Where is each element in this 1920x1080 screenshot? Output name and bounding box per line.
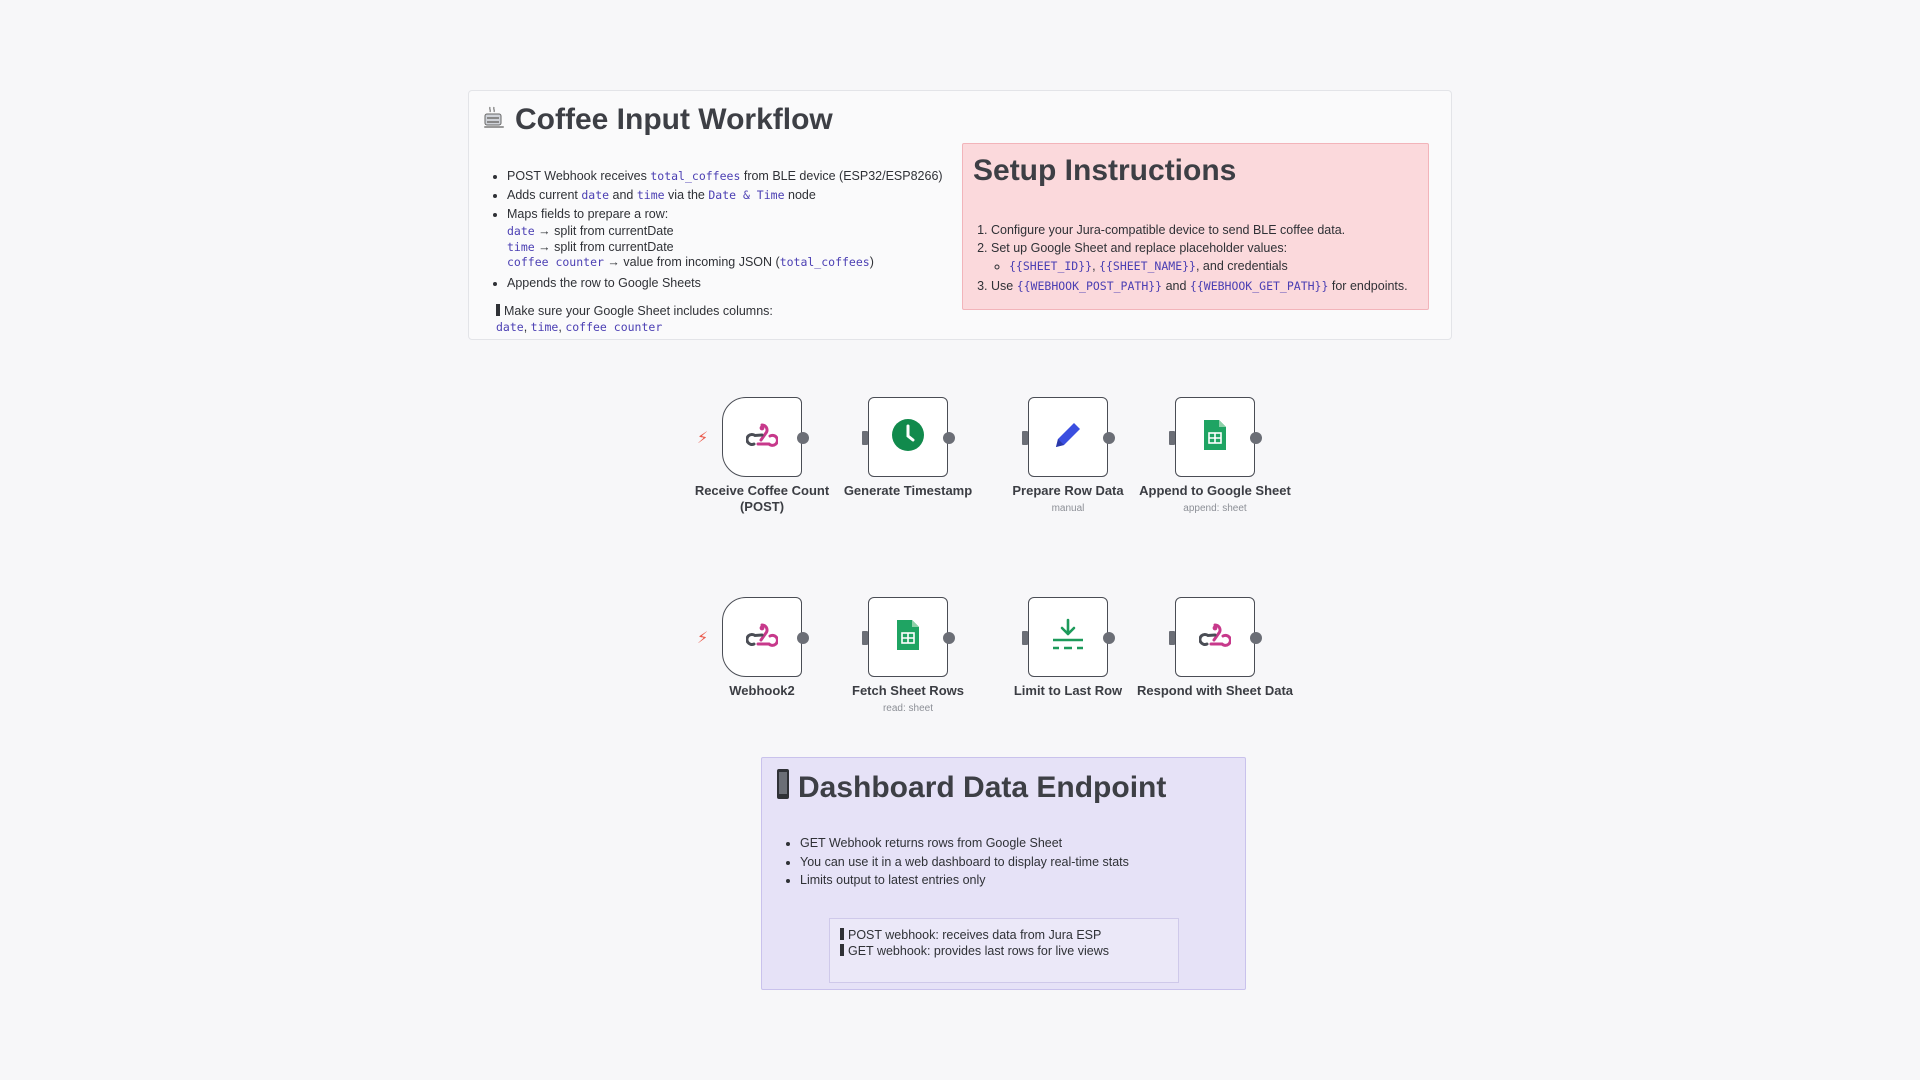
endpoint-summary-box	[829, 918, 1179, 983]
list-item	[991, 277, 1431, 295]
webhook-icon	[746, 420, 778, 455]
list-item	[507, 186, 977, 205]
output-port[interactable]	[1250, 432, 1262, 444]
summary-line	[840, 927, 1168, 943]
output-port[interactable]	[943, 432, 955, 444]
webhook-icon	[746, 620, 778, 655]
code-token: time	[530, 320, 559, 334]
list-item	[1009, 257, 1431, 275]
code-token: total_coffees	[779, 255, 870, 269]
list-item	[507, 205, 977, 271]
code-token: date	[507, 224, 535, 238]
node-subtitle: append: sheet	[1183, 503, 1247, 514]
bookmark-icon	[840, 928, 844, 940]
node-subtitle: read: sheet	[882, 703, 934, 714]
code-token: {{SHEET_ID}}	[1009, 259, 1093, 273]
clock-icon	[891, 418, 925, 457]
input-port[interactable]	[1169, 431, 1175, 445]
node-label: Fetch Sheet Rows	[852, 683, 964, 698]
output-port[interactable]	[797, 432, 809, 444]
text: via the	[664, 188, 709, 202]
feature-list	[790, 834, 1129, 890]
pencil-icon	[1050, 417, 1086, 458]
sticky-note-dashboard[interactable]	[761, 757, 1246, 990]
list-item	[507, 167, 977, 186]
text: )	[869, 255, 874, 269]
node-label: Prepare Row Data	[1012, 483, 1124, 498]
text: , and credentials	[1195, 259, 1288, 273]
node-limit-last-row[interactable]	[1028, 597, 1108, 677]
node-prepare-row-data[interactable]	[1028, 397, 1108, 477]
note-title-text: Coffee Input Workflow	[515, 103, 833, 136]
node-append-google-sheet[interactable]	[1175, 397, 1255, 477]
text: → split from currentDate	[534, 239, 674, 254]
list-item: • GET Webhook returns rows from Google Sheet	[800, 834, 1129, 853]
text: POST Webhook receives	[507, 169, 651, 183]
trigger-bolt-icon: ⚡	[697, 630, 709, 647]
node-fetch-sheet-rows[interactable]	[868, 597, 948, 677]
google-sheets-icon	[895, 618, 921, 657]
input-port[interactable]	[1022, 431, 1028, 445]
node-subtitle: manual	[1051, 503, 1085, 514]
code-token: {{WEBHOOK_GET_PATH}}	[1189, 279, 1329, 293]
code-token: time	[636, 188, 665, 202]
note-title	[483, 103, 833, 137]
text: → split from currentDate	[534, 224, 674, 238]
text: for endpoints.	[1328, 279, 1408, 293]
trigger-bolt-icon: ⚡	[697, 430, 709, 447]
text: ,	[1092, 259, 1100, 273]
input-port[interactable]	[1169, 631, 1175, 645]
node-webhook2[interactable]	[697, 597, 802, 677]
note-title	[776, 768, 1166, 808]
code-token: {{SHEET_NAME}}	[1099, 259, 1196, 273]
code-token: date	[581, 188, 610, 202]
node-receive-coffee-count[interactable]	[697, 397, 802, 477]
node-label: Webhook2	[729, 683, 795, 698]
list-item: 1. Configure your Jura-compatible device to send BLE coffee data.	[991, 221, 1431, 239]
bookmark-icon	[496, 304, 500, 316]
code-token: coffee counter	[507, 255, 604, 269]
node-label: Append to Google Sheet	[1139, 483, 1291, 498]
node-label: Respond with Sheet Data	[1136, 683, 1294, 698]
code-token: total_coffees	[650, 169, 741, 183]
list-item: • You can use it in a web dashboard to display real-time stats	[800, 853, 1129, 872]
text: Appends the row to Google Sheets	[507, 275, 701, 290]
output-port[interactable]	[943, 632, 955, 644]
webhook-icon	[1199, 620, 1231, 655]
columns-tip	[496, 303, 773, 335]
sticky-note-setup[interactable]	[962, 143, 1429, 310]
output-port[interactable]	[797, 632, 809, 644]
note-title-text: Dashboard Data Endpoint	[798, 771, 1167, 804]
code-token: {{WEBHOOK_POST_PATH}}	[1016, 279, 1163, 293]
output-port[interactable]	[1103, 632, 1115, 644]
code-token: Date & Time	[708, 188, 785, 202]
code-token: date	[496, 320, 524, 334]
text: Use	[991, 279, 1017, 293]
input-port[interactable]	[862, 631, 868, 645]
coffee-cup-icon	[483, 103, 505, 137]
list-item	[507, 274, 977, 293]
output-port[interactable]	[1250, 632, 1262, 644]
text: Make sure your Google Sheet includes columns:	[504, 304, 773, 318]
setup-steps	[977, 221, 1431, 295]
node-generate-timestamp[interactable]	[868, 397, 948, 477]
google-sheets-icon	[1202, 418, 1228, 457]
node-label: Generate Timestamp	[843, 483, 973, 498]
input-port[interactable]	[1022, 631, 1028, 645]
sub-line	[507, 240, 977, 256]
limit-icon	[1050, 618, 1086, 657]
text: Adds current	[507, 188, 582, 202]
text: Set up Google Sheet and replace placeholder values:	[991, 241, 1288, 255]
text: node	[784, 188, 816, 202]
list-item: • Limits output to latest entries only	[800, 871, 1129, 890]
node-label: Receive Coffee Count (POST)	[694, 483, 830, 514]
code-token: time	[507, 239, 535, 254]
text: ,	[558, 320, 566, 334]
text: from BLE device (ESP32/ESP8266)	[740, 169, 943, 183]
setup-title: Setup Instructions	[973, 154, 1237, 187]
text: Maps fields to prepare a row:	[507, 207, 669, 221]
text: and	[1162, 279, 1190, 293]
text: and	[609, 188, 637, 202]
text: → value from incoming JSON (	[603, 255, 780, 269]
bookmark-icon	[840, 944, 844, 956]
phone-icon	[776, 768, 790, 808]
output-port[interactable]	[1103, 432, 1115, 444]
sub-list	[991, 257, 1431, 275]
summary-line	[840, 943, 1168, 959]
node-respond-sheet-data[interactable]	[1175, 597, 1255, 677]
text: ,	[523, 320, 531, 334]
sub-line	[507, 255, 977, 271]
input-port[interactable]	[862, 431, 868, 445]
node-label: Limit to Last Row	[1013, 683, 1123, 698]
code-token: coffee counter	[565, 320, 663, 334]
text: GET webhook: provides last rows for live views	[848, 944, 1109, 958]
list-item	[991, 239, 1431, 275]
feature-list	[497, 167, 977, 293]
text: POST webhook: receives data from Jura ESP	[848, 928, 1102, 942]
sub-line	[507, 224, 977, 240]
